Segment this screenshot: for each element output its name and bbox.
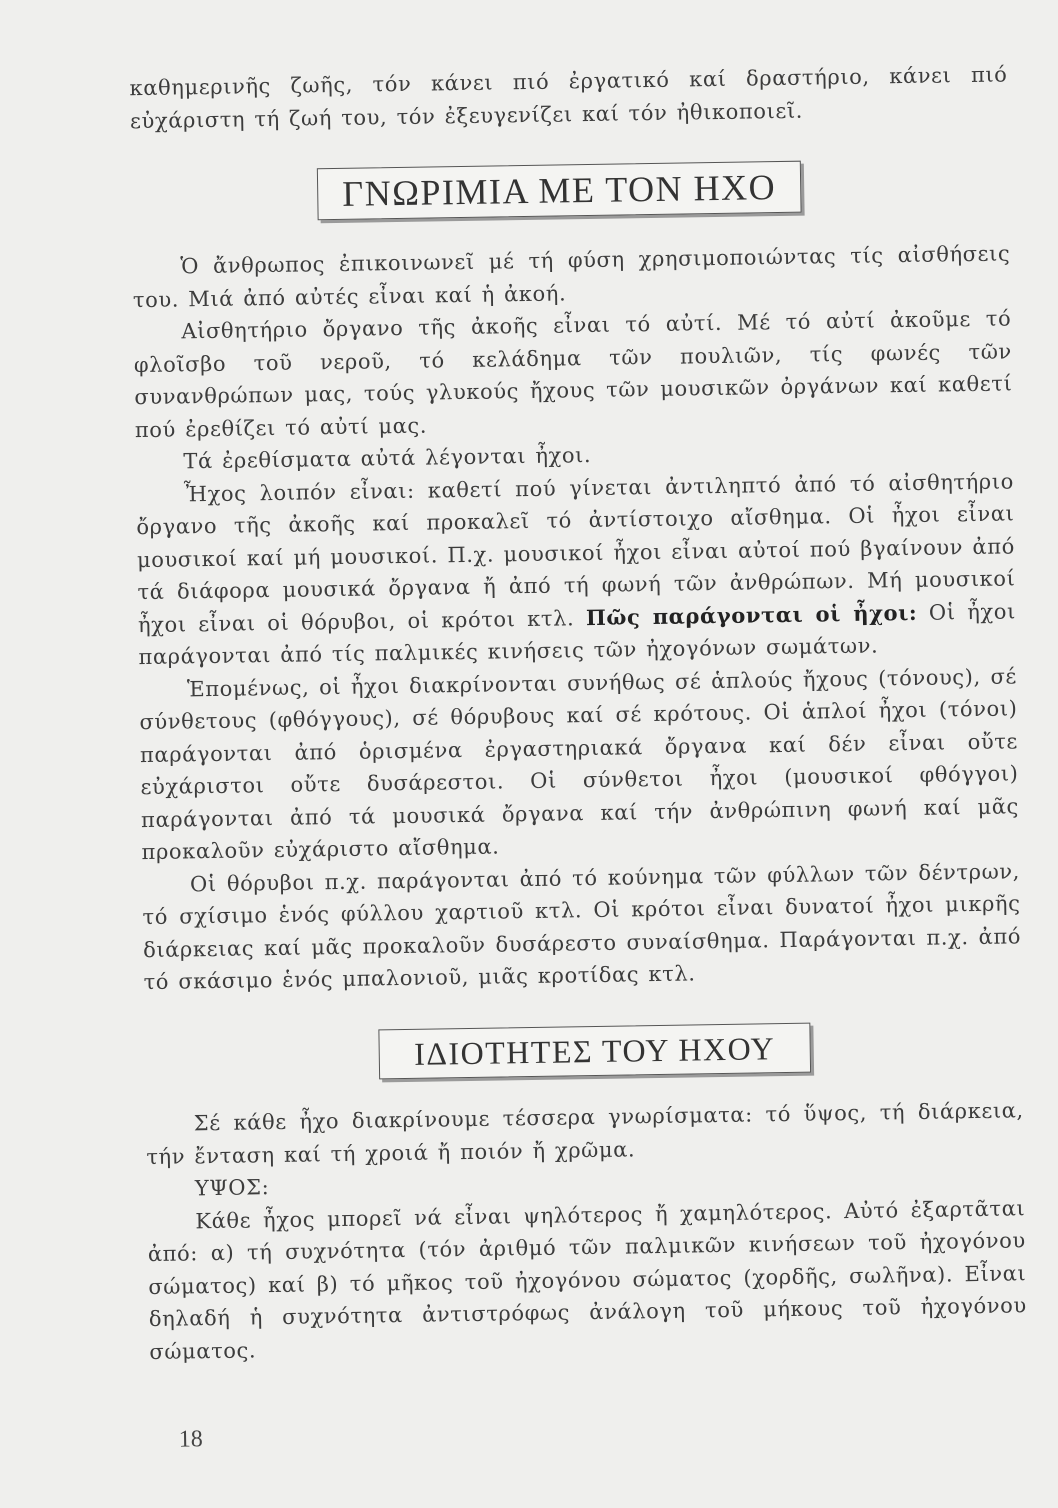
paragraph: Αἰσθητήριο ὄργανο τῆς ἀκοῆς εἶναι τό αὐτί. Μέ τό αὐτί ἀκοῦμε τό φλοῖσβο τοῦ νεροῦ, τό κελάδημα τῶν πουλιῶν, τίς φωνές τῶν συνανθρώπων μας, τούς γλυκούς ἤχους τῶν μουσικῶν ὀργάνων καί καθετί πού ἐρεθίζει τό αὐτί μας. bbox=[133, 306, 1013, 442]
paragraph-definition-text: Ἦχος λοιπόν εἶναι: καθετί πού γίνεται ἀντιληπτό ἀπό τό αἰσθητήριο ὄργανο τῆς ἀκοῆς καί προκαλεῖ τό ἀντίστοιχο αἴσθημα. Οἱ ἦχοι εἶναι μουσικοί καί μή μουσικοί. Π.χ. μουσικοί ἦχοι εἶναι αὐτοί πού βγαίνουν ἀπό τά διάφορα μουσικά ὄργανα ἤ ἀπό τή φωνή τῶν ἀνθρώπων. Μή μουσικοί ἦχοι εἶναι οἱ θόρυβοι, οἱ κρότοι κτλ. bbox=[136, 468, 1016, 637]
section-1-body bbox=[132, 237, 1022, 998]
section-heading-1-text: ΓΝΩΡΙΜΙΑ ΜΕ ΤΟΝ ΗΧΟ bbox=[342, 167, 777, 214]
paragraph: Οἱ θόρυβοι π.χ. παράγονται ἀπό τό κούνημα τῶν φύλλων τῶν δέντρων, τό σχίσιμο ἑνός φύλλου χαρτιοῦ κτλ. Οἱ κρότοι εἶναι δυνατοί ἦχοι μικρῆς διάρκειας καί μᾶς προκαλοῦν δυσάρεστο συναίσθημα. Παράγονται π.χ. ἀπό τό σκάσιμο ἑνός μπαλονιοῦ, μιᾶς κροτίδας κτλ. bbox=[142, 858, 1022, 995]
top-paragraph: καθημερινῆς ζωῆς, τόν κάνει πιό ἐργατικό καί δραστήριο, κάνει πιό εὐχάριστη τή ζωή του, τόν ἐξευγενίζει καί τόν ἠθικοποιεῖ. bbox=[129, 62, 1008, 133]
bold-question: Πῶς παράγονται οἱ ἦχοι: bbox=[585, 599, 918, 630]
paragraph-definition-tail: Οἱ ἦχοι παράγονται ἀπό τίς παλμικές κινήσεις τῶν ἠχογόνων σωμάτων. bbox=[138, 598, 1017, 670]
section-heading-2 bbox=[378, 1023, 811, 1080]
section-2-body bbox=[146, 1094, 1028, 1368]
paragraph: Κάθε ἦχος μπορεῖ νά εἶναι ψηλότερος ἤ χαμηλότερος. Αὐτό ἐξαρτᾶται ἀπό: α) τή συχνότητα (τόν ἀριθμό τῶν παλμικῶν κινήσεων τοῦ ἠχογόνου σώματος) καί β) τό μῆκος τοῦ ἠχογόνου σώματος (χορδῆς, σωλῆνα). Εἶναι δηλαδή ἡ συχνότητα ἀντιστρόφως ἀνάλογη τοῦ μήκους τοῦ ἠχογόνου σώματος. bbox=[147, 1195, 1027, 1364]
paragraph-intro: Σέ κάθε ἦχο διακρίνουμε τέσσερα γνωρίσματα: τό ὕψος, τή διάρκεια, τήν ἔνταση καί τή χροιά ἤ ποιόν ἤ χρῶμα. bbox=[146, 1098, 1024, 1169]
paragraph-definition bbox=[136, 465, 1017, 674]
paragraph: Ἑπομένως, οἱ ἦχοι διακρίνονται συνήθως σέ ἁπλούς ἤχους (τόνους), σέ σύνθετους (φθόγγους), σέ θόρυβους καί σέ κρότους. Οἱ ἁπλοί ἦχοι (τόνοι) παράγονται ἀπό ὁρισμένα ἐργαστηριακά ὄργανα καί δέν εἶναι οὔτε εὐχάριστοι οὔτε δυσάρεστοι. Οἱ σύνθετοι ἦχοι (μουσικοί φθόγγοι) παράγονται ἀπό τά μουσικά ὄργανα καί τήν ἀνθρώπινη φωνή καί μᾶς προκαλοῦν εὐχάριστο αἴσθημα. bbox=[139, 663, 1020, 865]
subheading-height: ΥΨΟΣ: bbox=[194, 1175, 270, 1201]
section-heading-1 bbox=[317, 161, 802, 221]
page-number: 18 bbox=[178, 1426, 203, 1453]
section-heading-2-text: ΙΔΙΟΤΗΤΕΣ ΤΟΥ ΗΧΟΥ bbox=[413, 1029, 776, 1072]
paragraph: Τά ἐρεθίσματα αὐτά λέγονται ἦχοι. bbox=[183, 443, 592, 474]
top-text-block bbox=[129, 58, 1008, 137]
paragraph: Ὁ ἄνθρωπος ἐπικοινωνεῖ μέ τή φύση χρησιμοποιώντας τίς αἰσθήσεις του. Μιά ἀπό αὐτές εἶναι καί ἡ ἀκοή. bbox=[132, 241, 1011, 312]
